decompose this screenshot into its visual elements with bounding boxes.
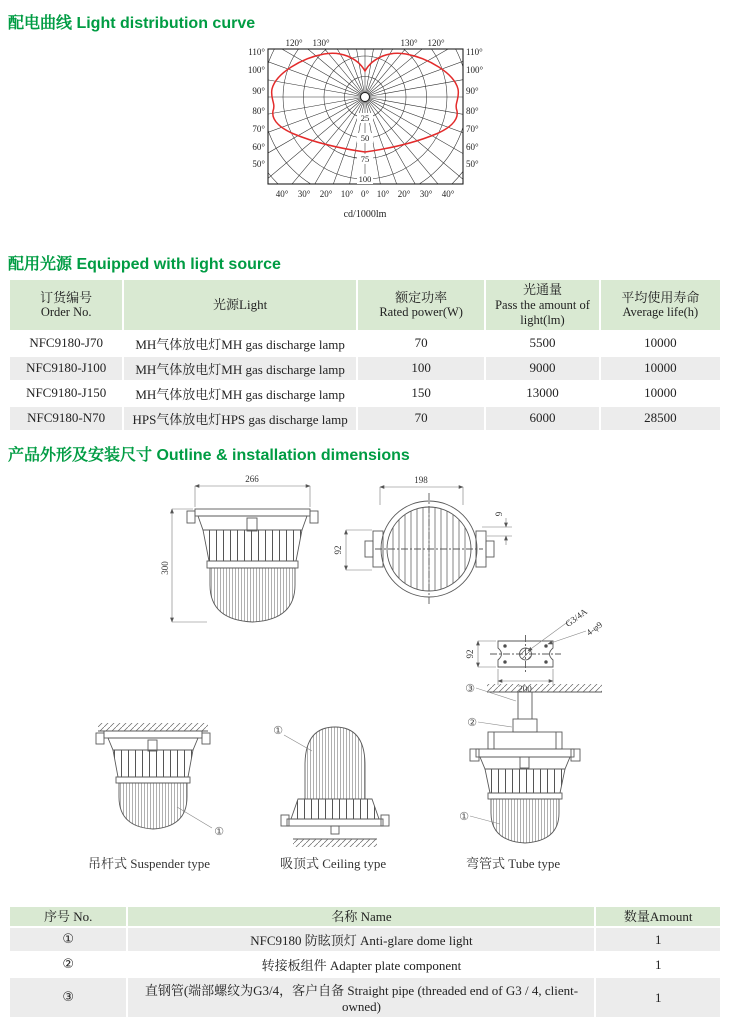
col-header-light: 光源Light (124, 280, 356, 330)
lamp-body (470, 692, 602, 843)
angle-label: 80° (252, 106, 265, 116)
cell-light: HPS气体放电灯HPS gas discharge lamp (124, 407, 356, 430)
ceiling-hatch (293, 839, 377, 847)
ceiling-type-drawing (252, 705, 442, 865)
angle-label: 130° (312, 38, 330, 48)
angle-label: 10° (340, 189, 354, 199)
angle-label: 110° (466, 47, 483, 57)
table-row (10, 382, 720, 405)
angle-label: 60° (466, 142, 479, 152)
thread-label-g34a: G3/4A (563, 605, 590, 629)
dim-height-300: 300 (160, 560, 170, 575)
caption-suspender-type: 吊杆式 Suspender type (88, 855, 211, 871)
lamp-top-body (365, 493, 494, 605)
angle-label: 120° (285, 38, 303, 48)
table-row (10, 332, 720, 355)
caption-tube-type: 弯管式 Tube type (466, 855, 561, 871)
part-marker-3: ③ (465, 681, 475, 695)
cell-life: 10000 (601, 357, 720, 380)
cell-order-no: NFC9180-J70 (10, 332, 122, 355)
col-header-order-no: 订货编号 Order No. (10, 280, 122, 330)
col-header-amount: 数量Amount (596, 907, 720, 927)
cell-amount: 1 (596, 928, 720, 951)
cell-light: MH气体放电灯MH gas discharge lamp (124, 357, 356, 380)
dim-height-92: 92 (333, 545, 343, 555)
col-header-no: 序号 No. (10, 907, 126, 927)
cell-power: 150 (358, 382, 484, 405)
cell-life: 10000 (601, 332, 720, 355)
col-header-rated-power: 额定功率 Rated power(W) (358, 280, 484, 330)
holes-label-4x9: 4-φ9 (584, 619, 605, 638)
lamp-body (281, 727, 389, 839)
outline-drawings (0, 469, 730, 905)
angle-label: 110° (248, 47, 265, 57)
angle-label: 0° (360, 189, 370, 199)
cell-order-no: NFC9180-J150 (10, 382, 122, 405)
table-row (10, 978, 720, 1017)
angle-label: 100° (247, 65, 265, 75)
part-marker-1: ① (214, 824, 224, 838)
angle-label: 120° (427, 38, 445, 48)
table-row (10, 357, 720, 380)
angle-label: 130° (400, 38, 418, 48)
angle-label: 20° (319, 189, 333, 199)
cell-name: 直钢管(端部螺纹为G3/4，客户自备 Straight pipe (threaded end of G3 / 4, client-owned) (128, 978, 594, 1017)
table-row (10, 928, 720, 951)
cell-amount: 1 (596, 978, 720, 1017)
front-view-drawing (150, 473, 350, 637)
section-title-outline: 产品外形及安装尺寸 Outline & installation dimensions (8, 446, 410, 464)
angle-label: 30° (419, 189, 433, 199)
cell-order-no: NFC9180-N70 (10, 407, 122, 430)
radial-tick: 25 (360, 113, 370, 123)
radial-tick: 100 (358, 174, 372, 184)
col-header-luminous-flux: 光通量 Pass the amount of light(lm) (486, 280, 598, 330)
cell-life: 10000 (601, 382, 720, 405)
cell-lumen: 6000 (486, 407, 598, 430)
cell-no: ② (10, 953, 126, 976)
angle-label: 40° (275, 189, 289, 199)
dim-plate-9: 9 (494, 511, 504, 516)
section-title-curve: 配电曲线 Light distribution curve (8, 15, 256, 32)
cell-lumen: 9000 (486, 357, 598, 380)
part-marker-1: ① (459, 809, 469, 823)
cell-amount: 1 (596, 953, 720, 976)
angle-label: 90° (466, 86, 479, 96)
ceiling-hatch (98, 723, 208, 731)
angle-label: 20° (397, 189, 411, 199)
table-row (10, 953, 720, 976)
dim-width-266: 266 (245, 473, 259, 484)
cell-name: 转接板组件 Adapter plate component (128, 953, 594, 976)
angle-label: 80° (466, 106, 479, 116)
angle-label: 70° (466, 124, 479, 134)
lamp-body (96, 731, 210, 829)
angle-label: 50° (252, 159, 265, 169)
radial-tick: 75 (360, 154, 370, 164)
cell-power: 70 (358, 332, 484, 355)
lamp-center-marker (361, 93, 370, 102)
light-source-table (8, 278, 722, 432)
cell-life: 28500 (601, 407, 720, 430)
cell-lumen: 13000 (486, 382, 598, 405)
angle-label: 90° (252, 86, 265, 96)
cell-power: 100 (358, 357, 484, 380)
angle-label: 30° (297, 189, 311, 199)
cell-no: ① (10, 928, 126, 951)
parts-table (8, 905, 722, 1019)
angle-label: 70° (252, 124, 265, 134)
part-marker-1: ① (273, 723, 283, 737)
cell-order-no: NFC9180-J100 (10, 357, 122, 380)
light-distribution-chart-area (0, 37, 730, 241)
table-row (10, 407, 720, 430)
units-label: cd/1000lm (343, 209, 387, 220)
radial-tick: 50 (360, 133, 370, 143)
cell-light: MH气体放电灯MH gas discharge lamp (124, 382, 356, 405)
plate-body (490, 635, 561, 673)
section-title-light-source: 配用光源 Equipped with light source (8, 256, 281, 273)
dim-width-198: 198 (414, 474, 428, 485)
cell-no: ③ (10, 978, 126, 1017)
angle-label: 100° (466, 65, 484, 75)
dim-plate-92: 92 (465, 649, 475, 659)
col-header-name: 名称 Name (128, 907, 594, 927)
part-marker-2: ② (467, 715, 477, 729)
ceiling-hatch (487, 684, 602, 692)
cell-lumen: 5500 (486, 332, 598, 355)
angle-label: 50° (466, 159, 479, 169)
cell-name: NFC9180 防眩顶灯 Anti-glare dome light (128, 928, 594, 951)
angle-label: 60° (252, 142, 265, 152)
tube-type-drawing (432, 669, 657, 851)
caption-ceiling-type: 吸顶式 Ceiling type (280, 855, 387, 871)
lamp-body (187, 509, 318, 622)
col-header-average-life: 平均使用寿命 Average life(h) (601, 280, 720, 330)
suspender-type-drawing (62, 691, 252, 851)
table-header-row (10, 280, 720, 330)
cell-power: 70 (358, 407, 484, 430)
table-header-row (10, 907, 720, 927)
angle-label: 40° (441, 189, 455, 199)
light-distribution-chart (228, 37, 528, 235)
angle-label: 10° (376, 189, 390, 199)
cell-light: MH气体放电灯MH gas discharge lamp (124, 332, 356, 355)
